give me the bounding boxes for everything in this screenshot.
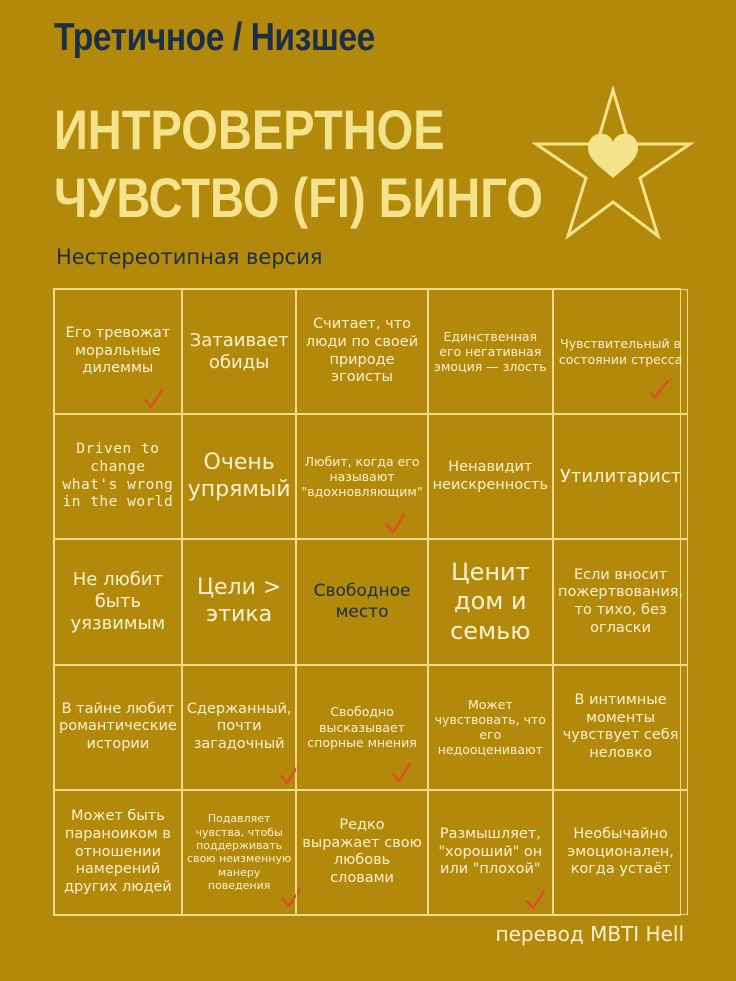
checkmark-icon: [648, 378, 670, 400]
cell-text: Подавляет чувства, чтобы поддерживать свою неизменную манеру поведения: [187, 812, 292, 893]
bingo-cell: [553, 414, 688, 539]
bingo-cell: [182, 539, 297, 664]
cell-text: Необычайно эмоционален, когда устаёт: [567, 825, 674, 878]
bingo-cell: [296, 414, 427, 539]
bingo-cell: [296, 665, 427, 790]
bingo-cell: [428, 414, 553, 539]
cell-text: Ценит дом и семью: [450, 558, 531, 645]
cell-text: Чувствительный в состоянии стресса: [558, 336, 683, 367]
free-space-cell: [296, 539, 427, 664]
cell-text: В тайне любит романтические истории: [59, 700, 177, 753]
credit-text: перевод MBTI Hell: [495, 922, 684, 946]
bingo-cell: [553, 790, 688, 915]
title-line-1: ИНТРОВЕРТНОЕ: [54, 98, 445, 161]
cell-text: Любит, когда его называют "вдохновляющим": [301, 453, 423, 500]
bingo-cell: [182, 790, 297, 915]
bingo-cell: [428, 665, 553, 790]
cell-text: Размышляет, "хороший" он или "плохой": [438, 825, 543, 878]
bingo-cell: [182, 414, 297, 539]
cell-text: Свободно высказывает спорные мнения: [307, 704, 417, 750]
subtitle: Нестереотипная версия: [56, 245, 323, 269]
bingo-cell: [428, 539, 553, 664]
bingo-cell: [54, 790, 182, 915]
cell-text: Утилитарист: [559, 465, 682, 487]
cell-text: Цели > этика: [196, 575, 282, 627]
cell-text: Driven to change what's wrong in the world: [62, 441, 174, 511]
cell-text: Может чувствовать, что его недооценивают: [434, 696, 546, 758]
cell-text: Может быть параноиком в отношении намерений других людей: [63, 808, 172, 895]
bingo-cell: [182, 289, 297, 414]
cell-text: Ненавидит неискренность: [432, 459, 549, 493]
bingo-grid: [53, 288, 684, 916]
cell-text: Считает, что люди по своей природе эгоисты: [305, 316, 419, 386]
bingo-cell: [54, 665, 182, 790]
checkmark-icon: [143, 388, 165, 410]
checkmark-icon: [391, 762, 413, 784]
cell-text: Не любит быть уязвимым: [70, 569, 166, 634]
bingo-cell: [296, 790, 427, 915]
cell-text: Если вносит пожертвования, то тихо, без огласки: [558, 566, 684, 636]
bingo-cell: [54, 414, 182, 539]
bingo-cell: [428, 289, 553, 414]
cell-text: Сдержанный, почти загадочный: [186, 700, 292, 753]
checkmark-icon: [385, 513, 407, 535]
bingo-cell: [54, 289, 182, 414]
checkmark-icon: [525, 889, 547, 911]
star-heart-icon: [532, 86, 694, 242]
cell-text: В интимные моменты чувствует себя неловко: [562, 691, 679, 761]
bingo-cell: [428, 790, 553, 915]
bingo-cell: [296, 289, 427, 414]
bingo-cell: [553, 539, 688, 664]
cell-text: Затаивает обиды: [189, 329, 289, 373]
bingo-cell: [182, 665, 297, 790]
cell-text: Редко выражает свою любовь словами: [302, 817, 422, 887]
bingo-cell: [553, 665, 688, 790]
cell-text: Свободное место: [313, 581, 411, 622]
cell-text: Очень упрямый: [187, 449, 291, 502]
title-line-2: ЧУВСТВО (FI) БИНГО: [54, 166, 543, 229]
cell-text: Единственная его негативная эмоция — злость: [434, 328, 547, 375]
cell-text: Его тревожат моральные дилеммы: [65, 325, 171, 377]
tier-label: Третичное / Низшее: [54, 16, 375, 59]
bingo-cell: [553, 289, 688, 414]
bingo-cell: [54, 539, 182, 664]
